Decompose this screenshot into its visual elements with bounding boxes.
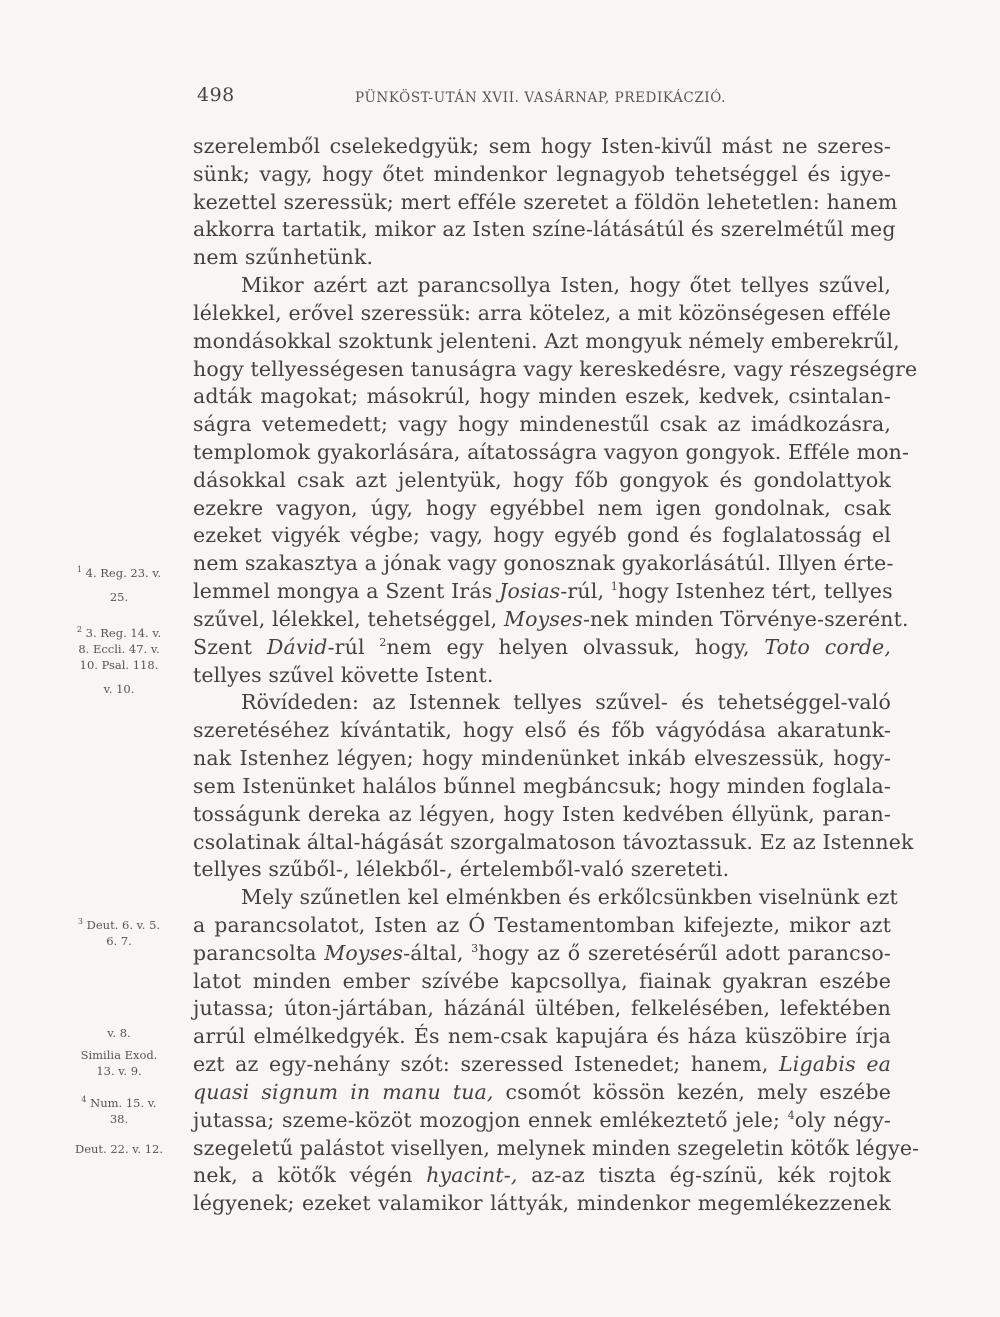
text-span: ezt az egy-nehány szót: szeressed Istenedet; hanem, <box>193 1052 780 1077</box>
text-span: lemmel mongya a Szent Irás <box>193 579 500 604</box>
italic-span: quasi signum in manu tua, <box>193 1079 494 1104</box>
text-line <box>193 328 900 355</box>
text-line <box>193 1079 891 1106</box>
text-line <box>193 606 909 633</box>
margin-note <box>58 590 180 604</box>
text-span: lélekkel, erővel szeressük: arra kötelez, a mit közönségesen efféle <box>193 300 891 325</box>
text-line <box>193 1107 891 1134</box>
text-line <box>193 411 891 438</box>
text-span: csolatinak által-hágását szorgalmatoson távoztassuk. Ez az Istennek <box>193 829 914 854</box>
text-span: hogy Istenhez tért, tellyes <box>617 579 893 604</box>
text-span: tosságunk dereka az légyen, hogy Isten kedvében éllyünk, paran- <box>193 801 891 826</box>
text-line <box>193 216 896 243</box>
text-span: ezeket vigyék végbe; vagy, hogy egyéb gond és foglalatosság el <box>193 523 891 548</box>
text-line <box>193 856 891 883</box>
text-line <box>193 1190 891 1217</box>
italic-span: Toto corde, <box>764 634 891 659</box>
margin-note-text: Num. 15. v. <box>90 1096 157 1110</box>
text-span: szeretéséhez kívántatik, hogy első és főb vágyódása akaratunk- <box>193 718 891 743</box>
margin-note-text: v. 8. <box>107 1026 131 1040</box>
text-line <box>193 968 891 995</box>
italic-span: Dávid <box>266 634 328 659</box>
text-line <box>193 912 891 939</box>
text-line <box>193 1135 920 1162</box>
text-span: nem szűnhetünk. <box>193 245 374 270</box>
text-span: -rúl, <box>560 579 611 604</box>
text-line <box>193 801 891 828</box>
text-span: hogy tellyességesen tanuságra vagy kereskedésre, vagy részegségre <box>193 356 918 381</box>
footnote-mark: 1 <box>610 580 618 594</box>
italic-span: Josias <box>499 579 561 604</box>
text-span: légyenek; ezeket valamikor láttyák, mindenkor megemlékezzenek <box>193 1191 891 1216</box>
margin-note-mark: 4 <box>81 1095 87 1105</box>
text-span: ezekre vagyon, úgy, hogy egyébbel nem igen gondolnak, csak <box>193 495 891 520</box>
italic-span: Moyses <box>324 940 404 965</box>
text-line <box>193 550 894 577</box>
text-span: szerelemből cselekedgyük; sem hogy Isten-kivűl mást ne szeres- <box>193 134 891 158</box>
text-line <box>193 717 891 744</box>
margin-note <box>58 642 180 656</box>
text-line <box>193 634 891 661</box>
text-line <box>193 1023 891 1050</box>
margin-note <box>58 1096 180 1110</box>
text-line <box>193 300 891 327</box>
text-line <box>193 495 891 522</box>
text-span: nek, a kötők végén <box>193 1163 427 1188</box>
margin-note-text: Deut. 22. v. 12. <box>74 1142 164 1156</box>
text-span: templomok gyakorlására, aítatosságra vagyon gongyok. Efféle mon- <box>193 440 910 465</box>
text-line <box>193 244 891 271</box>
text-line <box>193 773 891 800</box>
text-span: ságra vetemedett; vagy hogy mindenestűl csak az imádkozásra, <box>193 412 891 437</box>
margin-note-mark: 1 <box>76 565 82 575</box>
text-line <box>193 689 891 716</box>
text-line <box>193 745 891 772</box>
text-span: tellyes szűvel követte Istent. <box>193 662 494 687</box>
text-line <box>193 1051 891 1078</box>
margin-note-text: Similia Exod. <box>80 1048 158 1062</box>
text-line <box>193 133 891 160</box>
text-line <box>193 829 914 856</box>
italic-span: Moyses <box>503 606 583 631</box>
text-span: nak Istenhez légyen; hogy mindenünket inkáb elveszessük, hogy- <box>193 746 891 771</box>
margin-note-mark: 3 <box>77 917 83 927</box>
text-span: arrúl elmélkedgyék. És nem-csak kapujára és háza küszöbire írja <box>193 1024 891 1049</box>
text-span: parancsolta <box>193 940 325 965</box>
text-span: dásokkal csak azt jelentyük, hogy főb gongyok és gondolattyok <box>193 467 891 492</box>
text-span: szűvel, lélekkel, tehetséggel, <box>193 606 504 631</box>
margin-note-text: 38. <box>109 1112 129 1126</box>
text-span: latot minden ember szívébe kapcsollya, fiainak gyakran eszébe <box>193 968 891 993</box>
footnote-mark: 2 <box>379 635 387 649</box>
text-span: jutassa; szeme-közöt mozogjon ennek emlékeztető jele; <box>193 1107 788 1132</box>
text-span: nem egy helyen olvassuk, hogy, <box>386 634 765 659</box>
italic-span: Ligabis ea <box>779 1052 891 1077</box>
margin-note <box>58 626 180 640</box>
text-span: Mely szűnetlen kel elménkben és erkőlcsünkben viselnünk ezt <box>241 885 898 910</box>
margin-note-text: Deut. 6. v. 5. <box>86 918 161 932</box>
text-span: sünk; vagy, hogy őtet mindenkor legnagyob tehetséggel és igye- <box>193 161 891 186</box>
margin-note-text: 25. <box>109 590 129 604</box>
margin-note <box>58 934 180 948</box>
text-line <box>193 995 891 1022</box>
text-span: Rövídeden: az Istennek tellyes szűvel- és tehetséggel-való <box>241 690 891 715</box>
text-span: csomót kössön kezén, mely eszébe <box>493 1079 891 1104</box>
text-span: tellyes szűből-, lélekből-, értelemből-való szereteti. <box>193 857 730 882</box>
text-span: jutassa; úton-jártában, házánál ültében, felkelésében, lefektében <box>193 996 891 1021</box>
margin-note-text: 3. Reg. 14. v. <box>85 626 162 640</box>
margin-note <box>58 682 180 696</box>
text-span: adták magokat; másokrúl, hogy minden eszek, kedvek, csintalan- <box>193 384 891 409</box>
text-line <box>193 1162 891 1189</box>
text-line <box>193 662 891 689</box>
text-span: nem szakasztya a jónak vagy gonosznak gyakorlásátúl. Illyen érte- <box>193 551 894 576</box>
margin-note <box>58 1142 180 1156</box>
text-line <box>193 272 891 299</box>
text-line <box>193 522 891 549</box>
text-line <box>193 439 910 466</box>
text-span: -nek minden Törvénye-szerént. <box>582 606 909 631</box>
footnote-mark: 4 <box>787 1108 795 1122</box>
text-span: szegeletű palástot visellyen, melynek minden szegeletin kötők légye- <box>193 1135 920 1160</box>
text-line <box>193 189 898 216</box>
margin-note <box>58 658 180 672</box>
text-span: -által, <box>403 940 472 965</box>
text-span: -rúl <box>327 634 380 659</box>
text-span: a parancsolatot, Isten az Ó Testamentomban kifejezte, mikor azt <box>193 912 891 937</box>
text-span: sem Istenünket halálos bűnnel megbáncsuk; hogy minden foglala- <box>193 773 891 798</box>
margin-note-text: 4. Reg. 23. v. <box>85 566 162 580</box>
text-span: kezettel szeressük; mert efféle szeretet a földön lehetetlen: hanem <box>193 189 898 214</box>
margin-note-text: 13. v. 9. <box>96 1064 142 1078</box>
text-line <box>193 161 891 188</box>
margin-note <box>58 918 180 932</box>
text-span: Mikor azért azt parancsollya Isten, hogy őtet tellyes szűvel, <box>241 273 891 298</box>
text-span: oly négy- <box>794 1107 892 1132</box>
margin-note-mark: 2 <box>76 625 82 635</box>
margin-note-text: 6. 7. <box>106 934 132 948</box>
text-span: az-az tiszta ég-színü, kék rojtok <box>517 1163 891 1188</box>
text-line <box>193 578 891 605</box>
text-span: mondásokkal szoktunk jelenteni. Azt mongyuk némely emberekrűl, <box>193 328 900 353</box>
margin-note <box>58 1048 180 1062</box>
text-line <box>193 383 891 410</box>
margin-note <box>58 1112 180 1126</box>
text-line <box>193 467 891 494</box>
running-head: PÜNKÖST-UTÁN XVII. VASÁRNAP, PREDIKÁCZIÓ. <box>355 90 726 106</box>
text-span: akkorra tartatik, mikor az Isten színe-látásátúl és szerelmétűl meg <box>193 217 896 242</box>
footnote-mark: 3 <box>471 941 479 955</box>
text-line <box>193 356 918 383</box>
margin-note <box>58 1026 180 1040</box>
margin-note <box>58 566 180 580</box>
margin-note <box>58 1064 180 1078</box>
text-line <box>193 884 898 911</box>
text-span: Szent <box>193 634 267 659</box>
page-number: 498 <box>197 84 235 106</box>
text-span: hogy az ő szeretésérűl adott parancso- <box>478 940 891 965</box>
text-line <box>193 940 891 967</box>
italic-span: hyacint-, <box>426 1163 518 1188</box>
margin-note-text: v. 10. <box>103 682 135 696</box>
margin-note-text: 10. Psal. 118. <box>79 658 159 672</box>
margin-note-text: 8. Eccli. 47. v. <box>78 642 160 656</box>
